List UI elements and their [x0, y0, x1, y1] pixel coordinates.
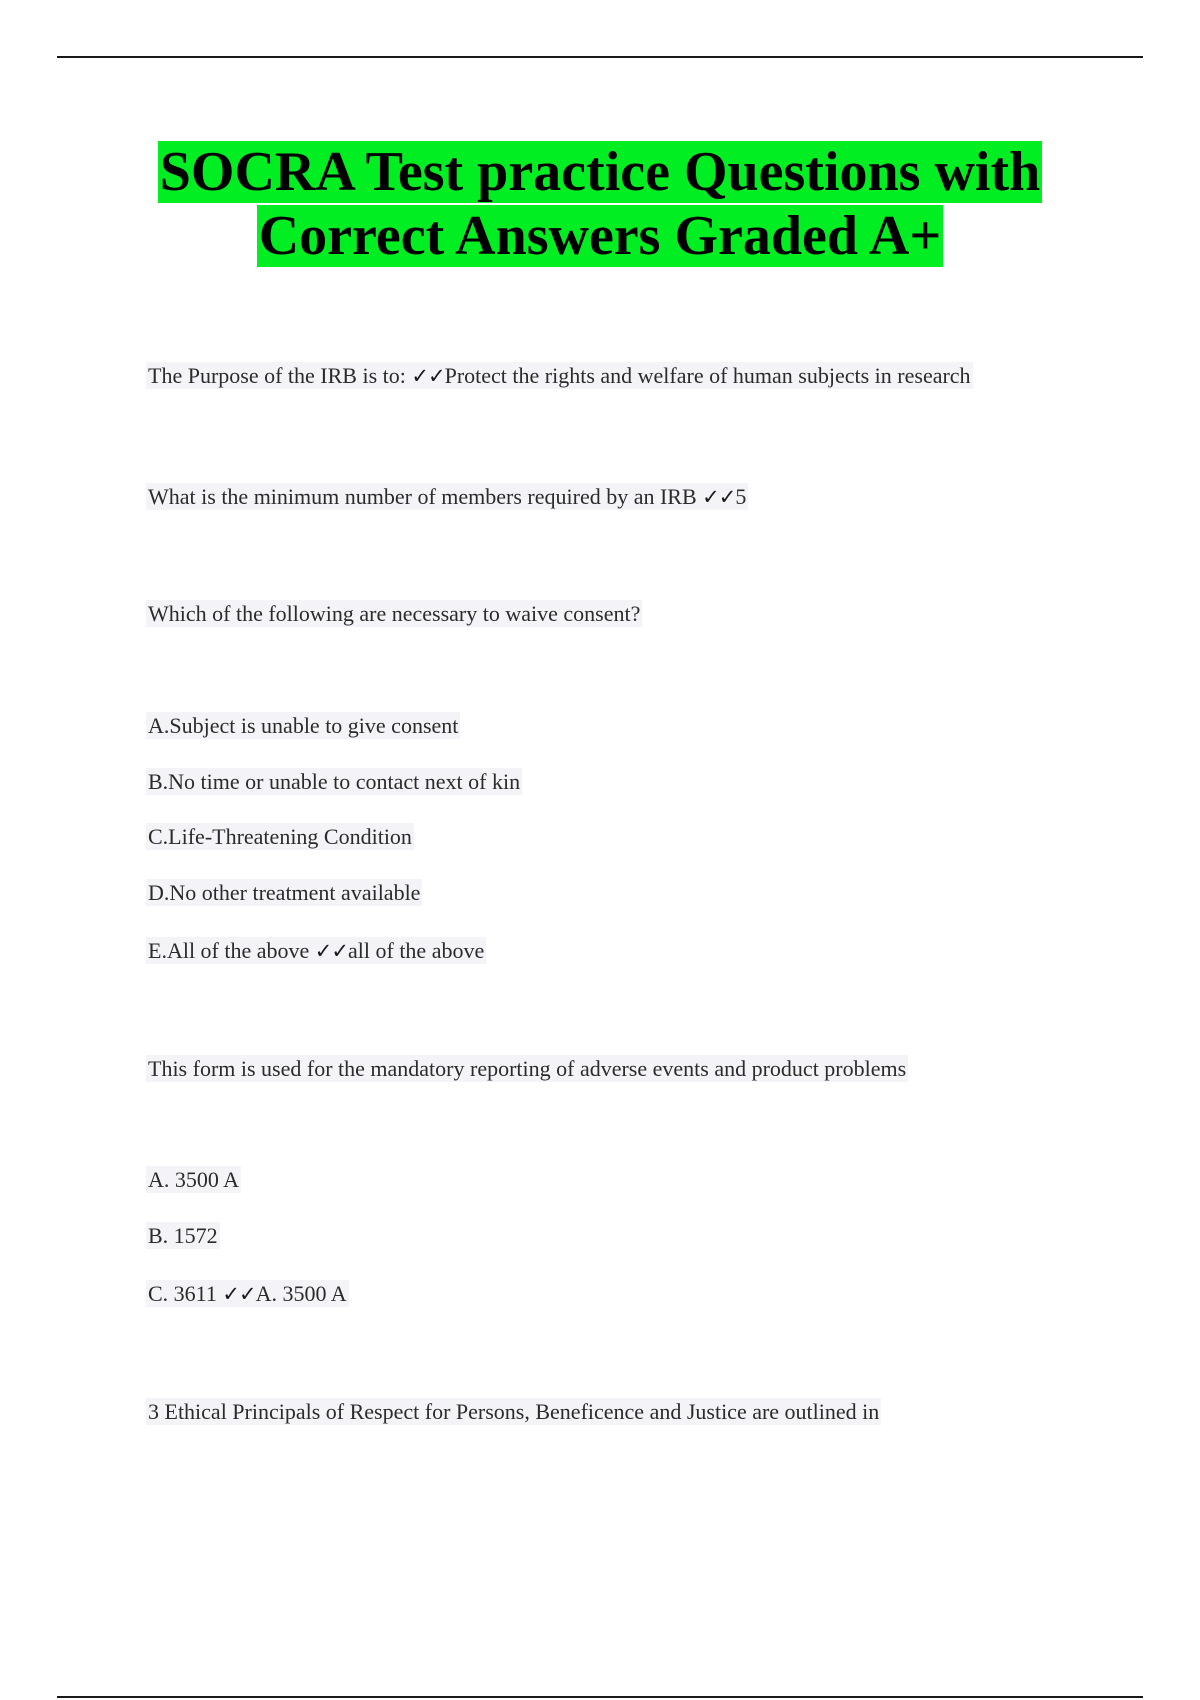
question-3-option-a	[146, 712, 460, 740]
check-icon: ✓✓	[702, 485, 736, 509]
question-2-answer: 5	[735, 484, 747, 509]
option-text: B.No time or unable to contact next of kin	[148, 769, 521, 794]
option-text: B. 1572	[148, 1223, 218, 1248]
question-3-option-c	[146, 823, 414, 851]
question-4	[146, 1055, 908, 1083]
question-5	[146, 1398, 881, 1426]
title-line-1: SOCRA Test practice Questions with	[159, 141, 1041, 203]
footer-rule	[57, 1696, 1143, 1698]
check-icon: ✓✓	[411, 364, 445, 388]
question-1-text: The Purpose of the IRB is to:	[148, 363, 412, 388]
check-icon: ✓✓	[314, 939, 348, 963]
check-icon: ✓✓	[222, 1282, 256, 1306]
question-4-option-b	[146, 1222, 220, 1250]
option-text: D.No other treatment available	[148, 880, 421, 905]
question-4-option-c	[146, 1280, 349, 1308]
question-3-option-e	[146, 937, 486, 965]
question-3	[146, 600, 642, 628]
question-3-option-b	[146, 768, 522, 796]
question-3-option-d	[146, 879, 422, 907]
question-4-text: This form is used for the mandatory reporting of adverse events and product problems	[148, 1056, 907, 1081]
option-text: A. 3500 A	[148, 1167, 240, 1192]
option-text: E.All of the above	[148, 938, 315, 963]
question-4-answer: A. 3500 A	[255, 1281, 347, 1306]
question-3-text: Which of the following are necessary to waive consent?	[148, 601, 641, 626]
question-2-text: What is the minimum number of members required by an IRB	[148, 484, 703, 509]
question-4-option-a	[146, 1166, 241, 1194]
question-1	[146, 362, 973, 390]
question-2	[146, 483, 748, 511]
question-5-text: 3 Ethical Principals of Respect for Persons, Beneficence and Justice are outlined in	[148, 1399, 880, 1424]
option-text: C.Life-Threatening Condition	[148, 824, 412, 849]
question-1-answer: Protect the rights and welfare of human subjects in research	[444, 363, 971, 388]
header-rule	[57, 56, 1143, 58]
option-text: C. 3611	[148, 1281, 223, 1306]
document-title	[0, 140, 1200, 268]
option-text: A.Subject is unable to give consent	[148, 713, 459, 738]
title-line-2: Correct Answers Graded A+	[258, 205, 942, 267]
question-3-answer: all of the above	[348, 938, 485, 963]
